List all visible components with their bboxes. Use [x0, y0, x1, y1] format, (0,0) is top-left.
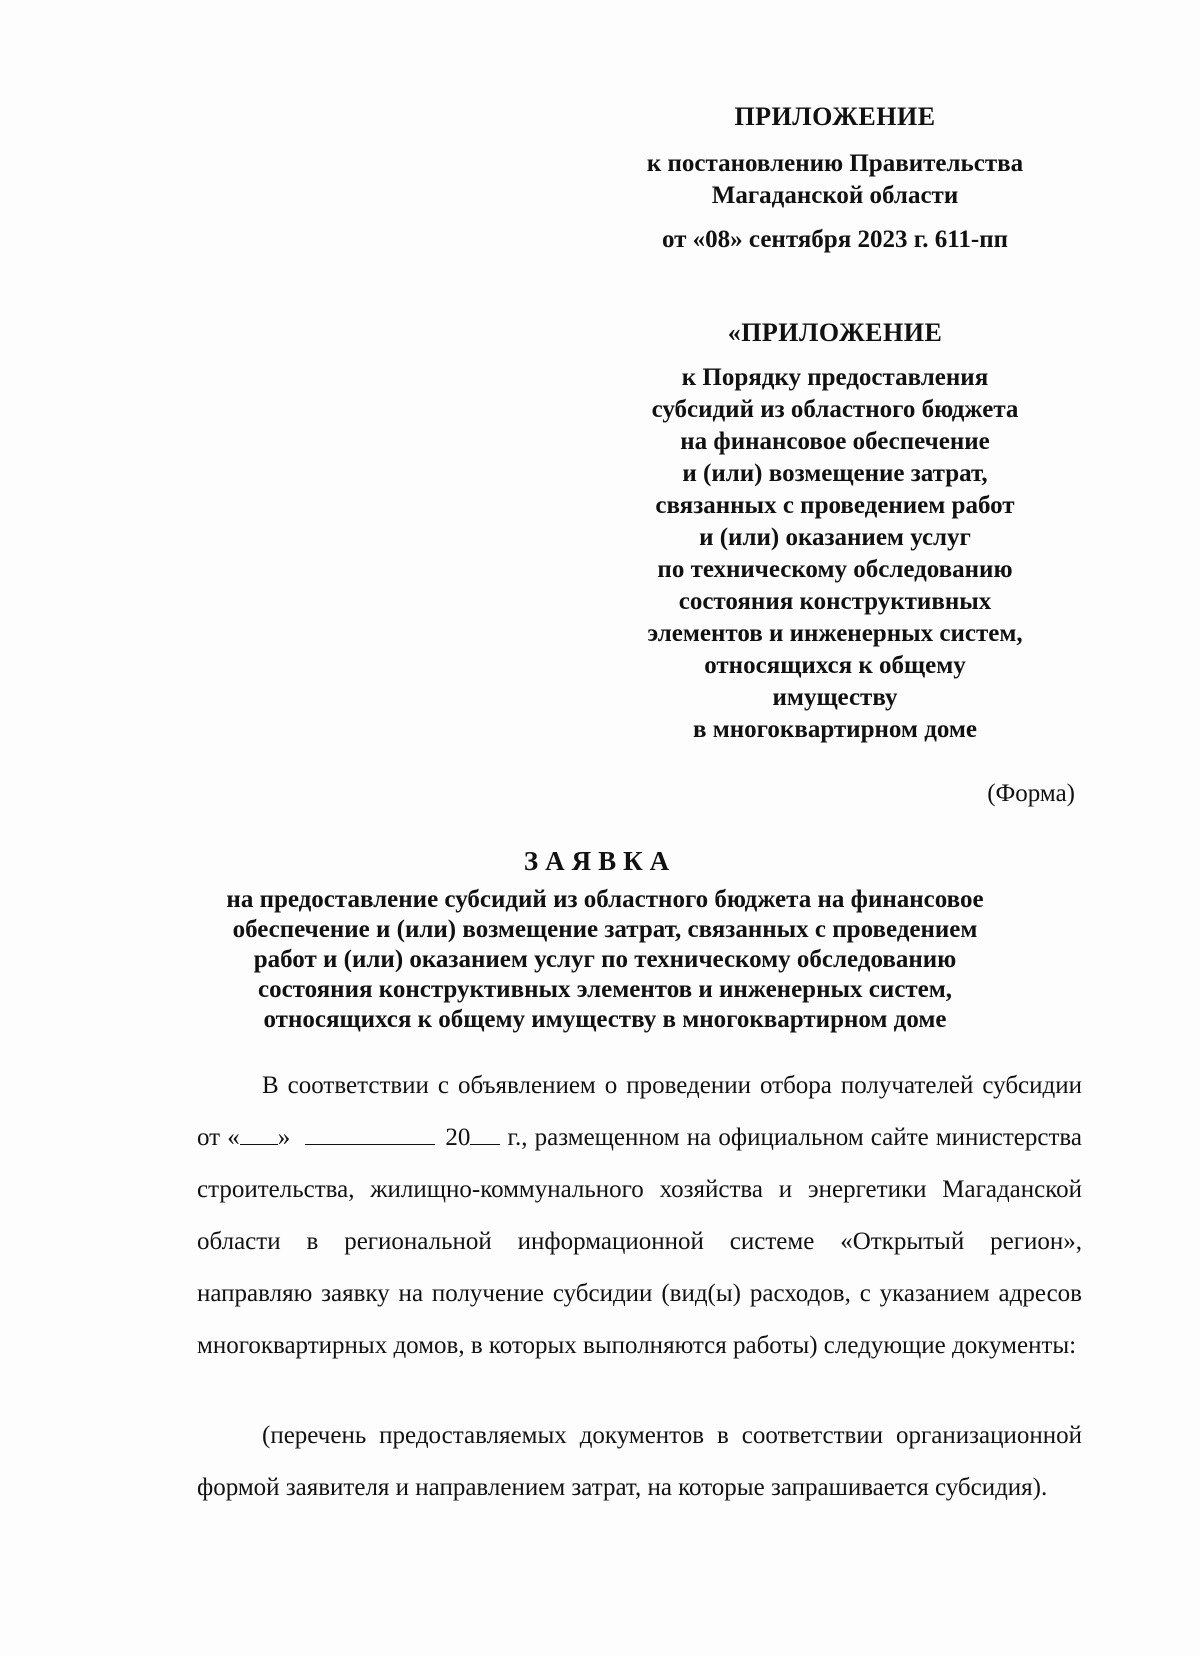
paragraph1-text-d: г., размещенном на официальном сайте министерства строительства, жилищно-коммунального хозяйства и энергетики Магаданской области в региональной информационной системе «Открытый регион», направляю заявку на получение субсидии (вид(ы) расходов, с указанием адресов многоквартирных домов, в которых выполняются работы) следующие документы: — [197, 1124, 1082, 1359]
application-subtitle — [150, 885, 1060, 1035]
body-paragraph-2: (перечень предоставляемых документов в соответствии организационной формой заявителя и направлением затрат, на которые запрашивается субсидия). — [197, 1422, 1082, 1501]
header-date: от «08» сентября 2023 г. 611-пп — [661, 226, 1009, 253]
appendix-line: в многоквартирном доме — [693, 716, 977, 743]
paragraph1-text-a: В соответствии с объявлением о проведении отбора получателей субсидии от « — [197, 1072, 1082, 1151]
appendix-line: к Порядку предоставления — [681, 364, 989, 391]
appendix-title: «ПРИЛОЖЕНИЕ — [727, 318, 943, 347]
appendix-line: на финансовое обеспечение — [680, 428, 990, 455]
appendix-line: элементов и инженерных систем, — [647, 620, 1023, 647]
paragraph1-text-b: » — [277, 1124, 291, 1151]
appendix-line: субсидий из областного бюджета — [651, 396, 1019, 423]
subtitle-line: работ и (или) оказанием услуг по техническому обследованию — [253, 946, 957, 973]
paragraph1-year-prefix: 20 — [445, 1124, 471, 1151]
appendix-line: по техническому обследованию — [657, 556, 1013, 583]
appendix-line: и (или) возмещение затрат, — [682, 460, 988, 487]
header-line-1: к постановлению Правительства — [646, 150, 1024, 177]
header-line-2: Магаданской области — [711, 182, 959, 209]
appendix-line: относящихся к общему — [704, 652, 966, 679]
header-title: ПРИЛОЖЕНИЕ — [734, 102, 936, 131]
subtitle-line: состояния конструктивных элементов и инженерных систем, — [257, 976, 953, 1003]
year-blank-field — [470, 1126, 500, 1145]
day-blank-field — [240, 1126, 278, 1145]
appendix-line: состояния конструктивных — [678, 588, 992, 615]
body-paragraph-1 — [197, 1060, 1082, 1372]
appendix-line: и (или) оказанием услуг — [699, 524, 971, 551]
appendix-line: связанных с проведением работ — [655, 492, 1015, 519]
appendix-lines — [600, 362, 1070, 746]
month-blank-field — [305, 1126, 435, 1145]
form-label: (Форма) — [987, 780, 1075, 807]
subtitle-line: обеспечение и (или) возмещение затрат, связанных с проведением — [232, 916, 978, 943]
subtitle-line: относящихся к общему имуществу в многоквартирном доме — [263, 1006, 947, 1033]
subtitle-line: на предоставление субсидий из областного бюджета на финансовое — [226, 886, 984, 913]
application-title: ЗАЯВКА — [523, 846, 677, 876]
appendix-line: имуществу — [772, 684, 898, 711]
